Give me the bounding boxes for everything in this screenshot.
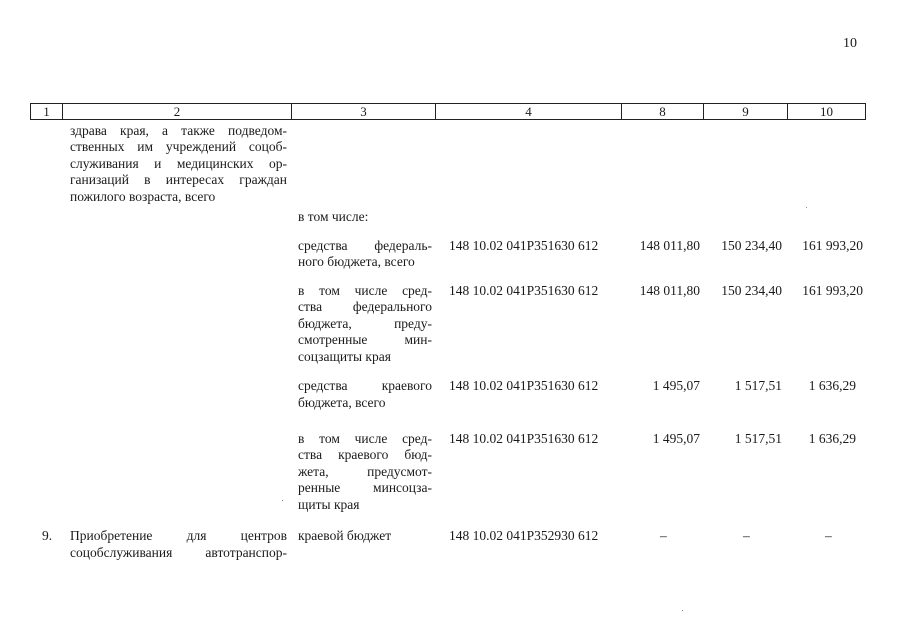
source-line: в том числе сред- bbox=[298, 431, 432, 446]
source-line: щиты края bbox=[298, 497, 360, 512]
value-col10: 1 636,29 bbox=[808, 378, 856, 393]
description-line: ственных им учреждений соцоб- bbox=[70, 139, 287, 154]
funding-source: краевой бюджет bbox=[298, 528, 392, 543]
value-col10: – bbox=[825, 528, 832, 543]
item-number: 9. bbox=[42, 528, 53, 543]
source-line: в том числе сред- bbox=[298, 283, 432, 298]
value-col9: 1 517,51 bbox=[734, 431, 782, 446]
source-line: бюджета, преду- bbox=[298, 316, 432, 331]
source-line: ства краевого бюд- bbox=[298, 447, 432, 462]
source-line: ренные минсоцза- bbox=[298, 480, 432, 495]
value-col10: 161 993,20 bbox=[802, 283, 863, 298]
page-number: 10 bbox=[843, 36, 857, 51]
budget-code: 148 10.02 041Р352930 612 bbox=[449, 528, 599, 543]
header-cell: 8 bbox=[622, 104, 704, 119]
source-line: соцзащиты края bbox=[298, 349, 391, 364]
in-total-label: в том числе: bbox=[298, 209, 369, 224]
value-col9: – bbox=[743, 528, 750, 543]
budget-code: 148 10.02 041Р351630 612 bbox=[449, 238, 599, 253]
value-col8: – bbox=[660, 528, 667, 543]
source-line: ного бюджета, всего bbox=[298, 254, 415, 269]
header-cell: 3 bbox=[292, 104, 436, 119]
value-col10: 161 993,20 bbox=[802, 238, 863, 253]
value-col8: 148 011,80 bbox=[639, 283, 700, 298]
value-col8: 1 495,07 bbox=[652, 431, 700, 446]
source-line: ства федерального bbox=[298, 299, 432, 314]
source-line: бюджета, всего bbox=[298, 395, 386, 410]
budget-code: 148 10.02 041Р351630 612 bbox=[449, 431, 599, 446]
header-cell: 9 bbox=[704, 104, 788, 119]
source-line: средства краевого bbox=[298, 378, 432, 393]
description-line: ганизаций в интересах граждан bbox=[70, 172, 287, 187]
scan-speck bbox=[806, 207, 807, 208]
value-col9: 150 234,40 bbox=[721, 283, 782, 298]
table-header bbox=[30, 103, 866, 120]
item-title-line: соцобслуживания автотранспор- bbox=[70, 545, 287, 560]
description-line: здрава края, а также подведом- bbox=[70, 123, 287, 138]
source-line: смотренные мин- bbox=[298, 332, 432, 347]
description-line: служивания и медицинских ор- bbox=[70, 156, 287, 171]
value-col10: 1 636,29 bbox=[808, 431, 856, 446]
header-cell: 4 bbox=[436, 104, 622, 119]
budget-code: 148 10.02 041Р351630 612 bbox=[449, 283, 599, 298]
budget-code: 148 10.02 041Р351630 612 bbox=[449, 378, 599, 393]
scan-speck bbox=[682, 610, 683, 611]
source-line: средства федераль- bbox=[298, 238, 432, 253]
value-col9: 150 234,40 bbox=[721, 238, 782, 253]
header-cell: 10 bbox=[820, 104, 833, 119]
scan-speck bbox=[282, 500, 283, 501]
source-line: жета, предусмот- bbox=[298, 464, 432, 479]
value-col8: 1 495,07 bbox=[652, 378, 700, 393]
header-cell: 1 bbox=[31, 104, 63, 119]
header-cell: 2 bbox=[63, 104, 292, 119]
value-col8: 148 011,80 bbox=[639, 238, 700, 253]
description-line: пожилого возраста, всего bbox=[70, 189, 216, 204]
item-title-line: Приобретение для центров bbox=[70, 528, 287, 543]
value-col9: 1 517,51 bbox=[734, 378, 782, 393]
